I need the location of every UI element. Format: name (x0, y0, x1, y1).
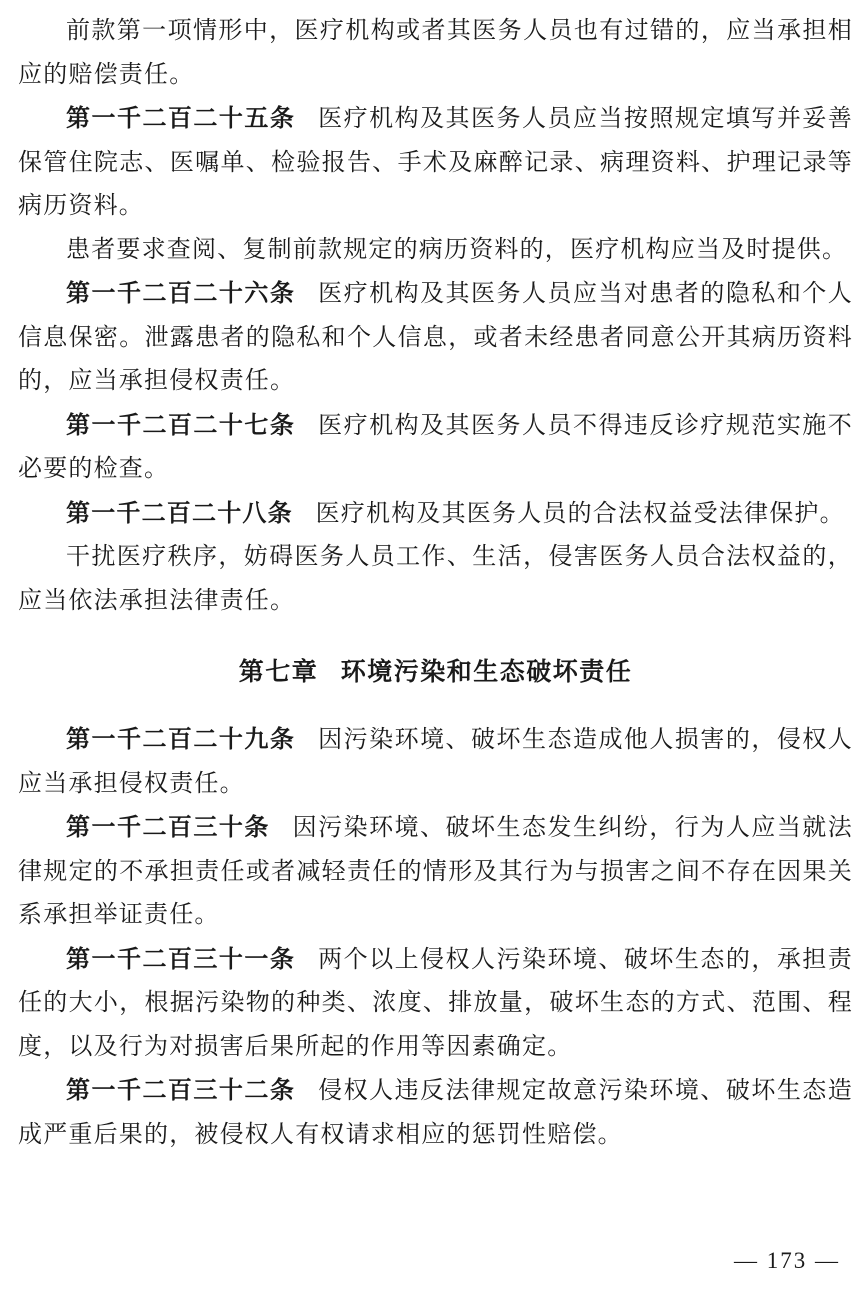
article-paragraph (18, 718, 853, 806)
chapter-title: 环境污染和生态破坏责任 (340, 658, 633, 686)
article-number: 第一千二百三十条 (66, 814, 270, 841)
article-text: 干扰医疗秩序，妨碍医务人员工作、生活，侵害医务人员合法权益的，应当依法承担法律责任。 (18, 544, 853, 614)
article-number: 第一千二百二十七条 (66, 411, 296, 439)
chapter-number: 第七章 (238, 658, 319, 686)
article-number: 第一千二百三十一条 (66, 945, 296, 973)
article-paragraph (18, 938, 853, 1070)
body-paragraph (18, 10, 853, 97)
article-text: 前款第一项情形中，医疗机构或者其医务人员也有过错的，应当承担相应的赔偿责任。 (18, 18, 853, 88)
article-number: 第一千二百二十八条 (66, 499, 293, 527)
body-paragraph (18, 536, 853, 623)
article-paragraph (18, 1069, 853, 1157)
article-text: 因污染环境、破坏生态造成他人损害的，侵权人应当承担侵权责任。 (18, 727, 853, 797)
article-text: 两个以上侵权人污染环境、破坏生态的，承担责任的大小，根据污染物的种类、浓度、排放量，破坏生态的方式、范围、程度，以及行为对损害后果所起的作用等因素确定。 (18, 946, 853, 1060)
chapter-heading (18, 650, 853, 694)
page-content (18, 10, 853, 1157)
article-text: 患者要求查阅、复制前款规定的病历资料的，医疗机构应当及时提供。 (66, 236, 848, 263)
article-text: 医疗机构及其医务人员应当对患者的隐私和个人信息保密。泄露患者的隐私和个人信息，或者未经患者同意公开其病历资料的，应当承担侵权责任。 (18, 281, 853, 394)
article-paragraph (18, 97, 853, 229)
article-number: 第一千二百三十二条 (66, 1077, 296, 1104)
body-paragraph (18, 229, 853, 273)
page-number: — 173 — (734, 1248, 840, 1273)
article-number: 第一千二百二十六条 (66, 280, 296, 307)
article-paragraph (18, 272, 853, 404)
article-text: 因污染环境、破坏生态发生纠纷，行为人应当就法律规定的不承担责任或者减轻责任的情形及其行为与损害之间不存在因果关系承担举证责任。 (18, 815, 853, 928)
article-text: 侵权人违反法律规定故意污染环境、破坏生态造成严重后果的，被侵权人有权请求相应的惩罚性赔偿。 (18, 1078, 853, 1148)
article-number: 第一千二百二十九条 (66, 726, 296, 753)
article-paragraph (18, 492, 853, 537)
article-text: 医疗机构及其医务人员应当按照规定填写并妥善保管住院志、医嘱单、检验报告、手术及麻醉记录、病理资料、护理记录等病历资料。 (18, 106, 853, 219)
article-text: 医疗机构及其医务人员不得违反诊疗规范实施不必要的检查。 (18, 412, 853, 482)
article-paragraph (18, 806, 853, 938)
article-text: 医疗机构及其医务人员的合法权益受法律保护。 (315, 500, 845, 527)
article-paragraph (18, 404, 853, 492)
article-number: 第一千二百二十五条 (66, 105, 296, 132)
